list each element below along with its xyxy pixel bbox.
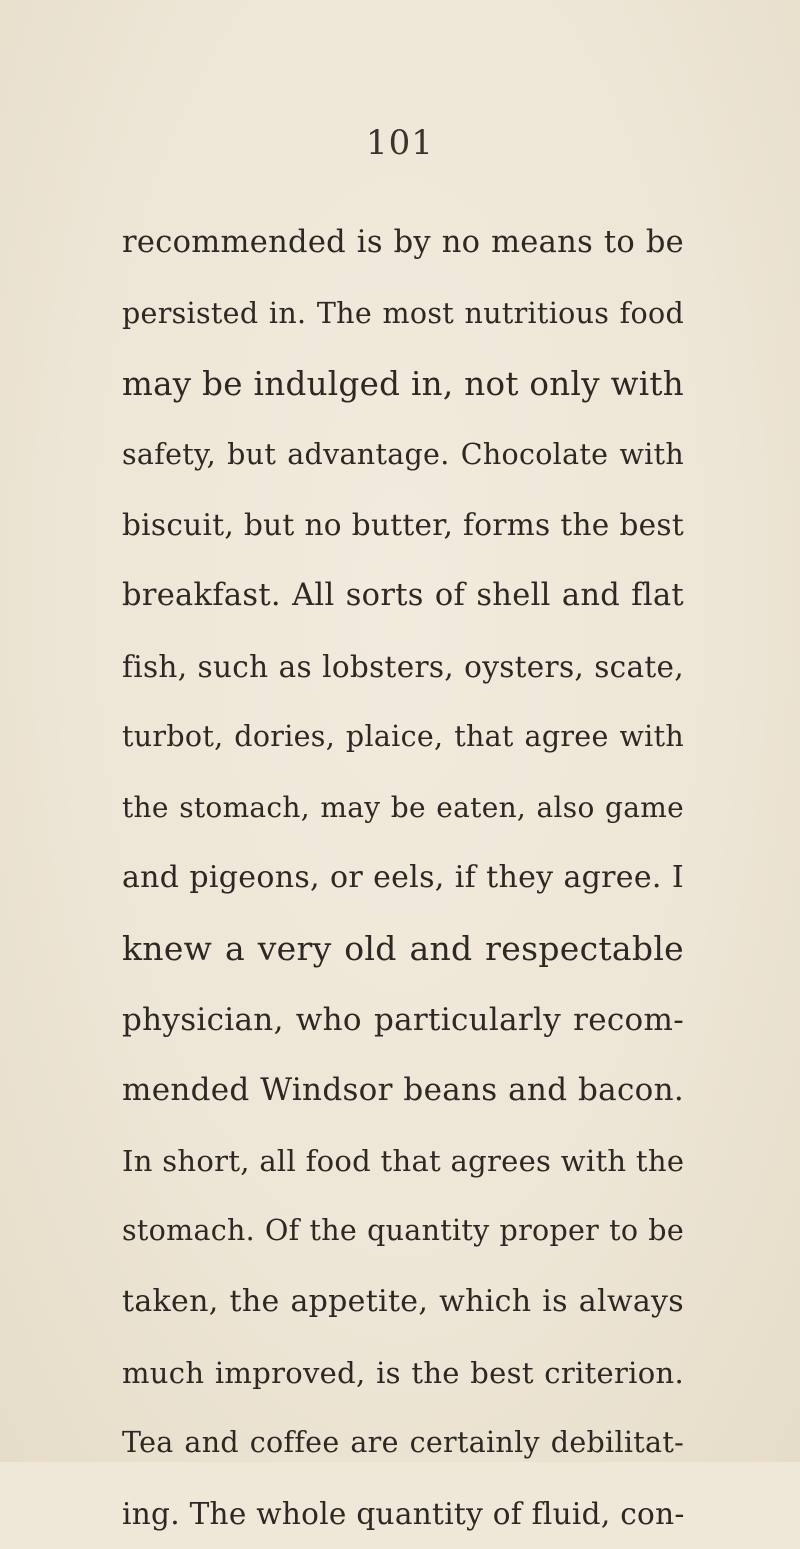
text-line: knew a very old and respectable xyxy=(122,928,684,968)
text-line: persisted in. The most nutritious food xyxy=(122,296,684,330)
text-line: Tea and coffee are certainly debilitat- xyxy=(122,1426,684,1460)
text-line: the stomach, may be eaten, also game xyxy=(122,790,684,824)
text-line: safety, but advantage. Chocolate with xyxy=(122,437,684,471)
text-line: recommended is by no means to be xyxy=(122,225,684,260)
text-line: stomach. Of the quantity proper to be xyxy=(122,1214,684,1248)
text-line: much improved, is the best criterion. xyxy=(122,1355,684,1390)
text-line: mended Windsor beans and bacon. xyxy=(122,1072,684,1109)
text-line: and pigeons, or eels, if they agree. I xyxy=(122,860,684,896)
text-line: taken, the appetite, which is always xyxy=(122,1283,684,1319)
text-line: In short, all food that agrees with the xyxy=(122,1143,685,1178)
text-line: physician, who particularly recom- xyxy=(122,1001,684,1038)
text-line: fish, such as lobsters, oysters, scate, xyxy=(122,649,684,684)
text-line: may be indulged in, not only with xyxy=(122,365,684,404)
text-line: breakfast. All sorts of shell and flat xyxy=(122,577,684,613)
body-text xyxy=(122,208,684,1549)
page-number: 101 xyxy=(366,123,434,163)
text-line: ing. The whole quantity of fluid, con- xyxy=(122,1496,685,1531)
text-line: biscuit, but no butter, forms the best xyxy=(122,508,684,543)
text-line: turbot, dories, plaice, that agree with xyxy=(122,720,684,754)
